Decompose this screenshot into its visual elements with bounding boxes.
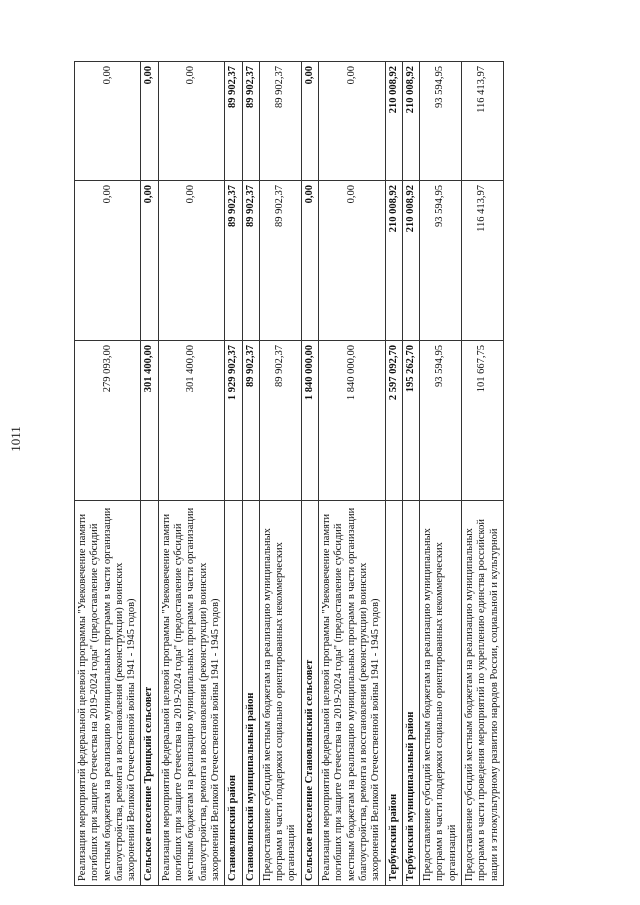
row-value-3: 210 008,92 [385,62,402,181]
row-value-3: 0,00 [301,62,318,181]
row-value-3: 116 413,97 [462,62,504,181]
table-row [462,62,504,886]
row-value-2: 210 008,92 [385,181,402,341]
row-value-2: 0,00 [75,181,141,341]
row-value-2: 89 902,37 [225,181,242,341]
row-value-2: 0,00 [141,181,158,341]
row-value-2: 89 902,37 [259,181,301,341]
table-row [158,62,224,886]
row-value-3: 89 902,37 [242,62,259,181]
row-value-2: 93 594,95 [420,181,462,341]
row-value-1: 301 400,00 [158,341,224,501]
row-value-1: 93 594,95 [420,341,462,501]
row-name: Сельское поселение Становлянский сельсовет [301,501,318,886]
row-value-1: 195 262,70 [402,341,419,501]
row-value-2: 0,00 [301,181,318,341]
row-value-1: 301 400,00 [141,341,158,501]
row-value-1: 1 840 000,00 [319,341,385,501]
row-name: Предоставление субсидий местным бюджетам на реализацию муниципальных программ в части проведения мероприятий по укреплению единства российской нации и этнокультурному развитию народов России, социальной и культурной [462,501,504,886]
table-row [402,62,419,886]
row-value-1: 1 929 902,37 [225,341,242,501]
row-name: Сельское поселение Троицкий сельсовет [141,501,158,886]
table-row [75,62,141,886]
row-value-2: 0,00 [158,181,224,341]
row-value-3: 89 902,37 [225,62,242,181]
table-row [225,62,242,886]
table-body [75,62,504,886]
table-row [141,62,158,886]
row-value-3: 89 902,37 [259,62,301,181]
page-number: 1011 [8,426,23,452]
row-value-1: 89 902,37 [259,341,301,501]
row-value-1: 101 667,75 [462,341,504,501]
row-value-2: 116 413,97 [462,181,504,341]
row-name: Предоставление субсидий местным бюджетам на реализацию муниципальных программ в части поддержки социально ориентированных некоммерческих организаций [420,501,462,886]
row-value-1: 1 840 000,00 [301,341,318,501]
row-name: Реализация мероприятий федеральной целевой программы "Увековечение памяти погибших при защите Отечества на 2019-2024 годы" (предоставление субсидий местным бюджетам на реализацию муниципальных программ в части организации благоустройства, ремонта и восстановления (реконструкции) воинских захоронений Великой Отечественной войны 1941 - 1945 годов) [319,501,385,886]
row-value-1: 89 902,37 [242,341,259,501]
row-value-3: 0,00 [158,62,224,181]
row-name: Предоставление субсидий местным бюджетам на реализацию муниципальных программ в части поддержки социально ориентированных некоммерческих организаций [259,501,301,886]
row-value-3: 93 594,95 [420,62,462,181]
row-value-3: 0,00 [75,62,141,181]
row-value-3: 210 008,92 [402,62,419,181]
row-name: Тербунский район [385,501,402,886]
table-row [301,62,318,886]
row-value-1: 2 597 092,70 [385,341,402,501]
row-name: Реализация мероприятий федеральной целевой программы "Увековечение памяти погибших при защите Отечества на 2019-2024 годы" (предоставление субсидий местным бюджетам на реализацию муниципальных программ в части организации благоустройства, ремонта и восстановления (реконструкции) воинских захоронений Великой Отечественной войны 1941 - 1945 годов) [75,501,141,886]
table-row [259,62,301,886]
row-name: Тербунский муниципальный район [402,501,419,886]
table-row [319,62,385,886]
row-name: Реализация мероприятий федеральной целевой программы "Увековечение памяти погибших при защите Отечества на 2019-2024 годы" (предоставление субсидий местным бюджетам на реализацию муниципальных программ в части организации благоустройства, ремонта и восстановления (реконструкции) воинских захоронений Великой Отечественной войны 1941 - 1945 годов) [158,501,224,886]
row-name: Становлянский район [225,501,242,886]
subsidy-table [74,61,504,886]
table-row [420,62,462,886]
row-value-1: 279 093,00 [75,341,141,501]
row-value-3: 0,00 [141,62,158,181]
row-name: Становлянский муниципальный район [242,501,259,886]
row-value-2: 89 902,37 [242,181,259,341]
row-value-3: 0,00 [319,62,385,181]
table-row [385,62,402,886]
row-value-2: 210 008,92 [402,181,419,341]
row-value-2: 0,00 [319,181,385,341]
table-row [242,62,259,886]
